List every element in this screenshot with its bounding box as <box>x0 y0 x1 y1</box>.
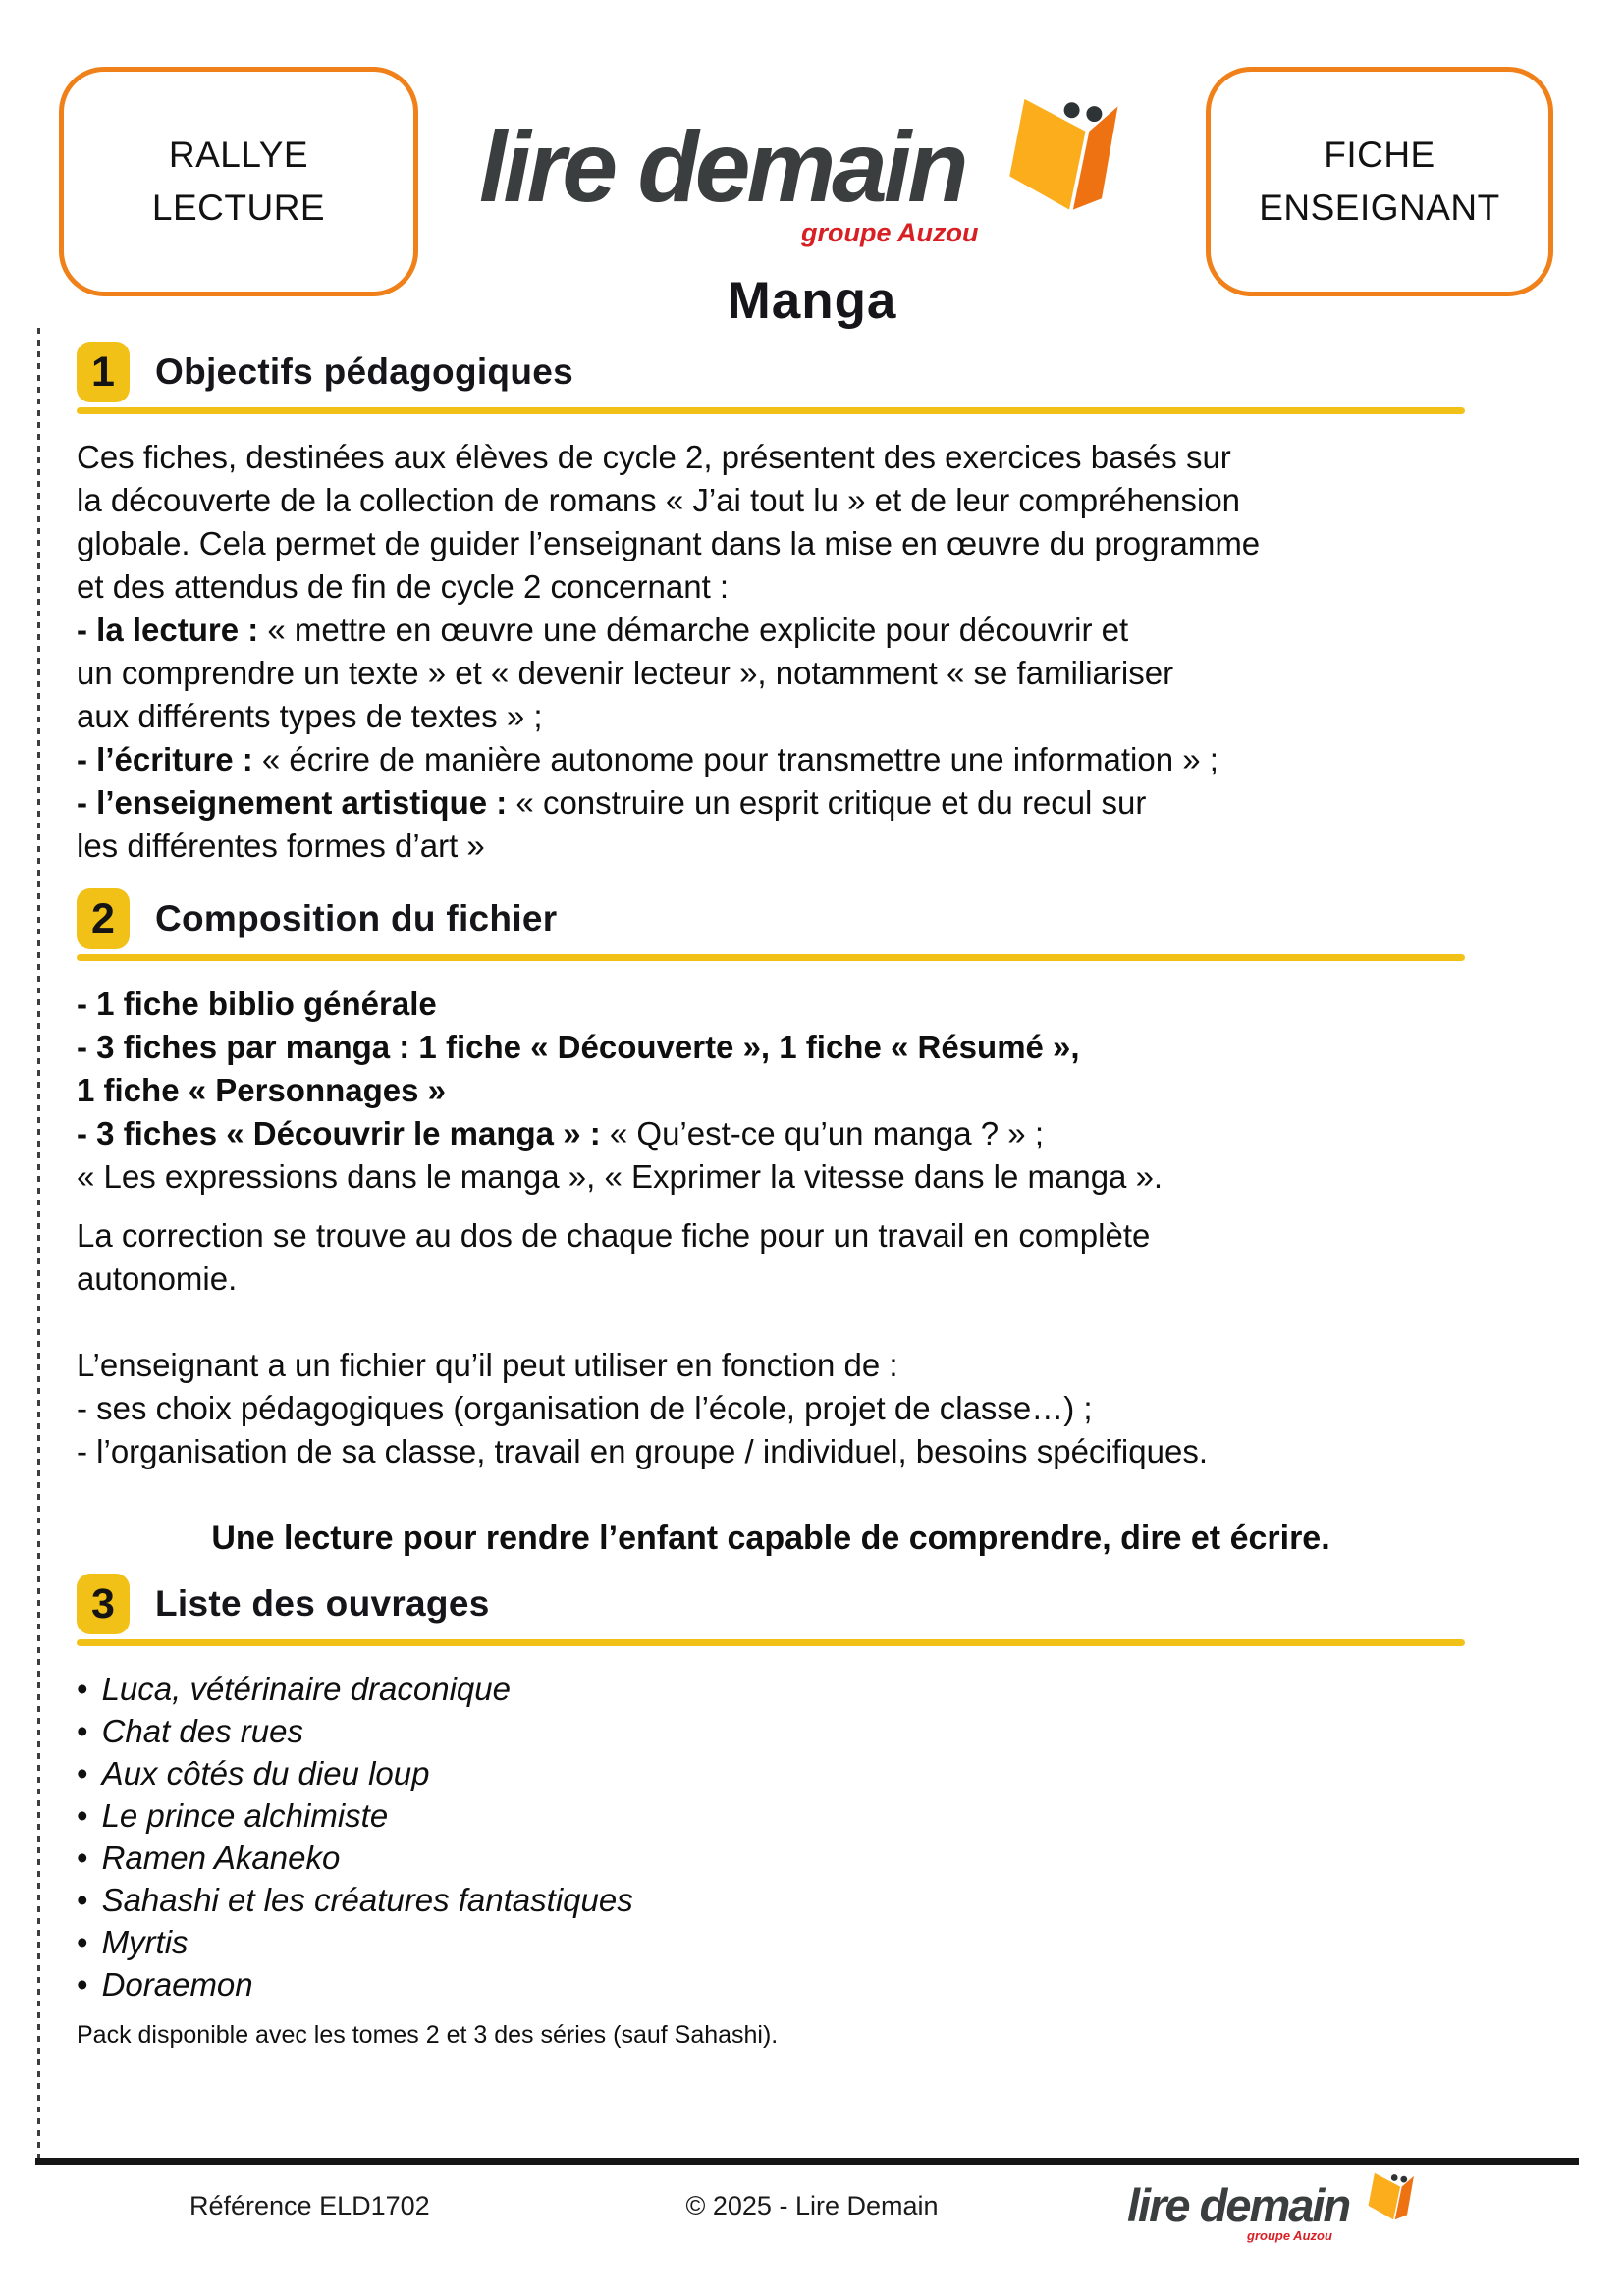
bullet-icon: • <box>77 1671 88 1707</box>
section-body <box>77 983 1465 1560</box>
section-underline <box>77 407 1465 414</box>
body-line: Ces fiches, destinées aux élèves de cycle 2, présentent des exercices basés sur <box>77 439 1231 475</box>
section-number-badge: 3 <box>77 1574 130 1634</box>
body-line: - ses choix pédagogiques (organisation de l’école, projet de classe…) ; <box>77 1390 1093 1426</box>
highlight-sentence: Une lecture pour rendre l’enfant capable de comprendre, dire et écrire. <box>211 1520 1330 1557</box>
lire-demain-wordmark: lire demain <box>1127 2179 1350 2231</box>
body-line: - 1 fiche biblio générale <box>77 986 437 1022</box>
rallye-lecture-badge <box>59 67 418 296</box>
book-title: Le prince alchimiste <box>101 1797 389 1834</box>
body-line: - 3 fiches par manga : 1 fiche « Découverte », 1 fiche « Résumé », <box>77 1029 1080 1065</box>
open-book-logo-icon <box>1352 2169 1415 2232</box>
book-list <box>77 1668 1465 2051</box>
lire-demain-logo <box>479 86 1147 263</box>
body-line: la découverte de la collection de romans « J’ai tout lu » et de leur compréhension <box>77 482 1241 518</box>
book-list-item <box>77 1794 1465 1837</box>
section-underline <box>77 954 1465 961</box>
fiche-enseignant-label: FICHE ENSEIGNANT <box>1259 134 1500 228</box>
section-header <box>77 888 1465 949</box>
open-book-logo-icon <box>971 90 1120 240</box>
section-header <box>77 1574 1465 1634</box>
body-line: globale. Cela permet de guider l’enseignant dans la mise en œuvre du programme <box>77 525 1261 561</box>
paragraph-gap <box>77 1199 1465 1214</box>
bullet-icon: • <box>77 1882 88 1918</box>
book-list-item <box>77 1710 1465 1752</box>
body-line: autonomie. <box>77 1260 238 1297</box>
book-title: Doraemon <box>101 1966 253 2002</box>
body-line: un comprendre un texte » et « devenir lecteur », notamment « se familiariser <box>77 655 1174 691</box>
footer-copyright: © 2025 - Lire Demain <box>685 2191 939 2220</box>
book-list-item <box>77 1921 1465 1963</box>
body-line: 1 fiche « Personnages » <box>77 1072 447 1108</box>
body-line: - 3 fiches « Découvrir le manga » : « Qu’est-ce qu’un manga ? » ; <box>77 1115 1044 1151</box>
body-line: - l’écriture : « écrire de manière autonome pour transmettre une information » ; <box>77 741 1218 777</box>
rallye-lecture-label: RALLYE LECTURE <box>151 134 326 228</box>
body-line: aux différents types de textes » ; <box>77 698 543 734</box>
bullet-icon: • <box>77 1755 88 1791</box>
body-line: et des attendus de fin de cycle 2 concernant : <box>77 568 730 605</box>
book-list-item <box>77 1752 1465 1794</box>
body-line: L’enseignant a un fichier qu’il peut utiliser en fonction de : <box>77 1347 898 1383</box>
book-list-item <box>77 1668 1465 1710</box>
groupe-auzou-label: groupe Auzou <box>801 218 979 247</box>
body-line: - la lecture : « mettre en œuvre une démarche explicite pour découvrir et <box>77 612 1129 648</box>
bullet-icon: • <box>77 1797 88 1834</box>
section-objectifs-pedagogiques <box>77 342 1465 868</box>
section-liste-des-ouvrages <box>77 1574 1465 2051</box>
section-underline <box>77 1639 1465 1646</box>
book-list-item <box>77 1963 1465 2005</box>
left-margin-dashed-line <box>37 328 40 2158</box>
book-list-item <box>77 1879 1465 1921</box>
book-list-item <box>77 1837 1465 1879</box>
section-number-badge: 2 <box>77 888 130 949</box>
section-title: Objectifs pédagogiques <box>155 351 573 392</box>
groupe-auzou-label: groupe Auzou <box>1247 2228 1332 2243</box>
fiche-enseignant-badge <box>1206 67 1553 296</box>
section-number-badge: 1 <box>77 342 130 402</box>
page-title: Manga <box>727 272 897 330</box>
footer-reference: Référence ELD1702 <box>189 2191 430 2220</box>
body-line: les différentes formes d’art » <box>77 828 485 864</box>
book-title: Sahashi et les créatures fantastiques <box>101 1882 633 1918</box>
section-title: Composition du fichier <box>155 898 558 938</box>
bullet-icon: • <box>77 1713 88 1749</box>
book-title: Chat des rues <box>101 1713 304 1749</box>
footer-lire-demain-logo <box>1127 2169 1415 2243</box>
bullet-icon: • <box>77 1966 88 2002</box>
book-title: Ramen Akaneko <box>101 1840 341 1876</box>
footer-rule <box>35 2158 1579 2165</box>
section-composition-du-fichier <box>77 888 1465 1560</box>
availability-note: Pack disponible avec les tomes 2 et 3 des séries (sauf Sahashi). <box>77 2021 779 2049</box>
section-title: Liste des ouvrages <box>155 1583 490 1624</box>
body-line: - l’enseignement artistique : « construire un esprit critique et du recul sur <box>77 784 1147 821</box>
body-line: La correction se trouve au dos de chaque fiche pour un travail en complète <box>77 1217 1151 1254</box>
book-title: Luca, vétérinaire draconique <box>101 1671 511 1707</box>
bullet-icon: • <box>77 1840 88 1876</box>
bullet-icon: • <box>77 1924 88 1960</box>
body-line: - l’organisation de sa classe, travail en groupe / individuel, besoins spécifiques. <box>77 1433 1208 1469</box>
book-title: Myrtis <box>101 1924 189 1960</box>
body-line: « Les expressions dans le manga », « Exprimer la vitesse dans le manga ». <box>77 1158 1164 1195</box>
section-header <box>77 342 1465 402</box>
paragraph-gap <box>77 1301 1465 1344</box>
lire-demain-wordmark: lire demain <box>479 111 965 223</box>
book-title: Aux côtés du dieu loup <box>101 1755 430 1791</box>
section-body <box>77 436 1465 868</box>
